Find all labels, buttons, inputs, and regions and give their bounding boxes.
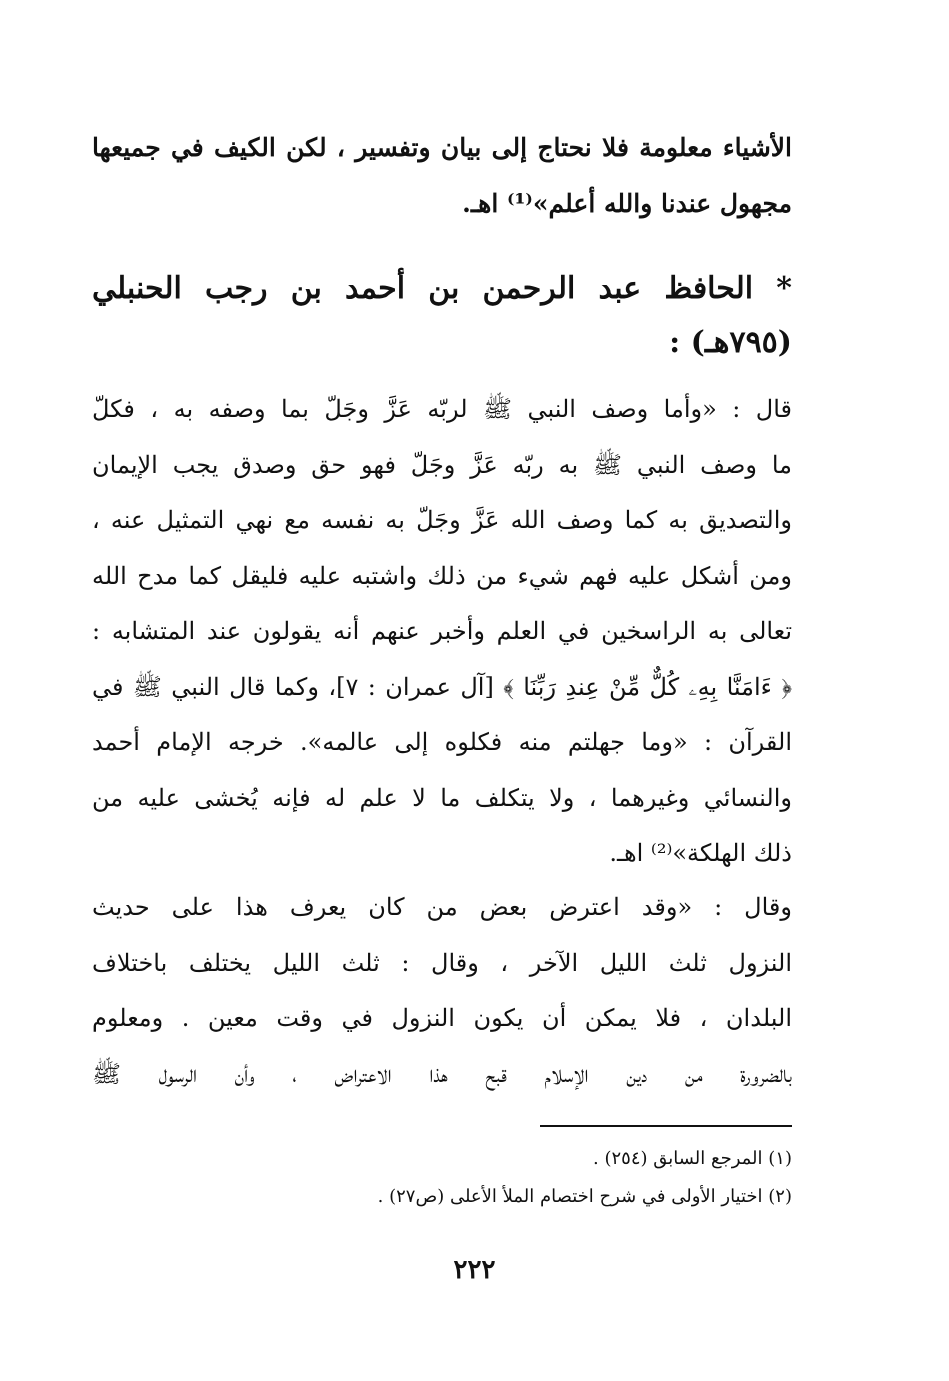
text-line: وقال : «وقد اعترض بعض من كان يعرف هذا على حديث <box>92 893 792 921</box>
heading-line: * الحافظ عبد الرحمن بن أحمد بن رجب الحنبلي <box>92 271 792 306</box>
section-heading <box>92 262 792 370</box>
footnote-2: (٢) اختيار الأولى في شرح اختصام الملأ الأعلى (ص٢٧) . <box>377 1186 792 1207</box>
second-quote-paragraph <box>92 880 792 1102</box>
text-line: بالضرورة من دين الإسلام قبح هذا الاعتراض ، وأن الرسول ﷺ <box>92 1059 792 1088</box>
text-line: النزول ثلث الليل الآخر ، وقال : ثلث الليل يختلف باختلاف <box>92 948 792 977</box>
text-line: الأشياء معلومة فلا نحتاج إلى بيان وتفسير ، لكن الكيف في جميعها <box>92 133 792 162</box>
quran-verse-line: ﴿ ءَامَنَّا بِهِۦ كُلٌّ مِّنْ عِندِ رَبِّنَا ﴾ [آل عمران : ٧]، وكما قال النبي ﷺ في <box>92 672 792 701</box>
footnote-separator <box>540 1125 792 1127</box>
text-line: والتصديق به كما وصف الله عَزَّ وجَلّ به نفسه مع نهي التمثيل عنه ، <box>92 506 792 534</box>
text-line: ما وصف النبي ﷺ به ربّه عَزَّ وجَلّ فهو حق وصدق يجب الإيمان <box>92 450 792 479</box>
footnotes <box>92 1140 792 1216</box>
text-line: مجهول عندنا والله أعلم»⁽¹⁾ اهـ. <box>462 189 792 218</box>
text-line: والنسائي وغيرهما ، ولا يتكلف ما لا علم له فإنه يُخشى عليه من <box>92 783 792 812</box>
text-line: ذلك الهلكة»⁽²⁾ اهـ. <box>609 839 792 867</box>
intro-paragraph <box>92 120 792 232</box>
heading-line: (٧٩٥هـ) : <box>669 325 792 360</box>
text-line: قال : «وأما وصف النبي ﷺ لربّه عَزَّ وجَلّ بما وصفه به ، فكلّ <box>92 395 792 423</box>
text-line: تعالى به الراسخين في العلم وأخبر عنهم أنه يقولون عند المتشابه : <box>92 617 792 645</box>
text-line: ومن أشكل عليه فهم شيء من ذلك واشتبه عليه فليقل كما مدح الله <box>92 561 792 590</box>
footnote-1: (١) المرجع السابق (٢٥٤) . <box>593 1148 792 1169</box>
text-line: القرآن : «وما جهلتم منه فكلوه إلى عالمه». خرجه الإمام أحمد <box>92 728 792 756</box>
quote-paragraph <box>92 382 792 882</box>
page-number: ٢٢٢ <box>453 1255 496 1285</box>
text-line: البلدان ، فلا يمكن أن يكون النزول في وقت معين . ومعلوم <box>92 1004 792 1032</box>
